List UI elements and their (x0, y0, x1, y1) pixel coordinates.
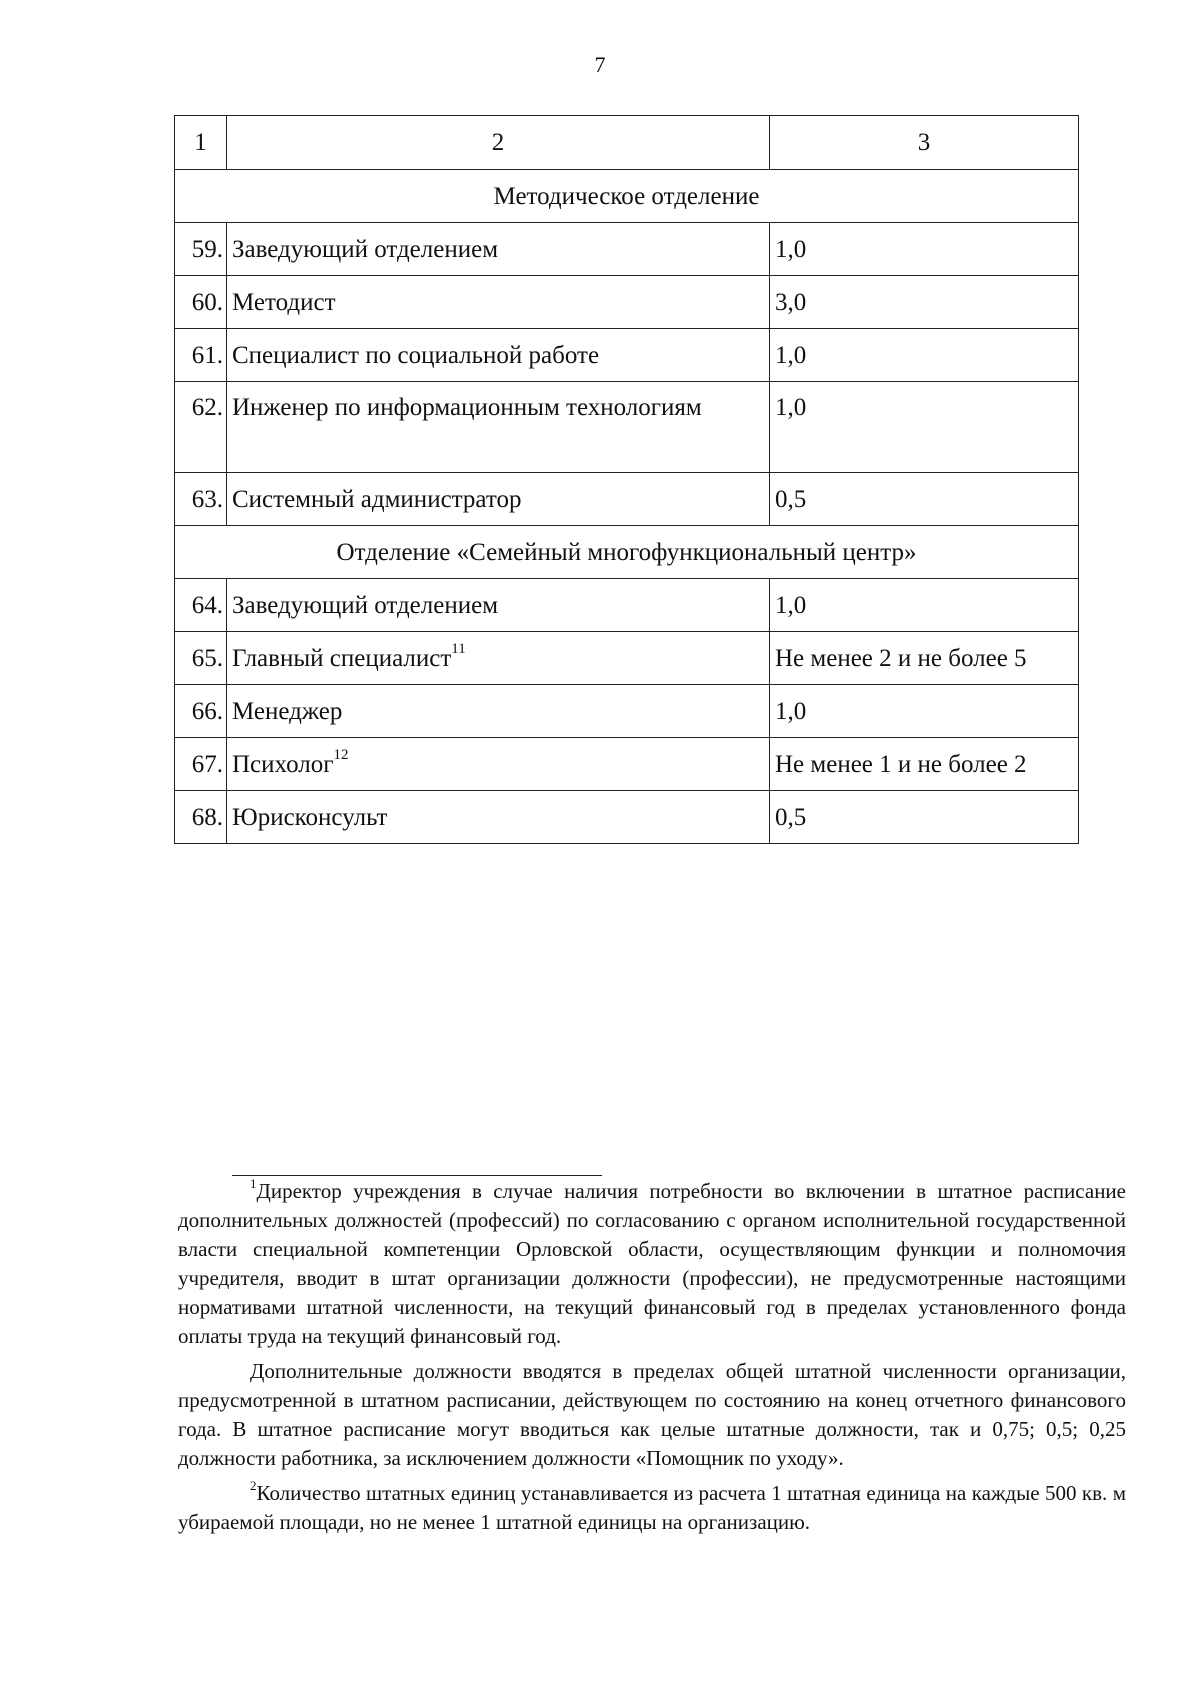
position-name: Инженер по информационным технологиям (227, 382, 770, 473)
staff-count: 1,0 (770, 579, 1079, 632)
row-number: 64. (175, 579, 227, 632)
table-row (175, 791, 1079, 844)
footnote-mark: 2 (250, 1478, 257, 1493)
footnote-text: Директор учреждения в случае наличия потребности во включении в штатное расписание дополнительных должностей (профессий) по согласованию с органом исполнительной государственной власти специальной компетенции Орловской области, осуществляющим функции и полномочия учредителя, вводит в штат организации должности (профессии), не предусмотренные настоящими нормативами штатной численности, на текущий финансовый год в пределах установленного фонда оплаты труда на текущий финансовый год. (178, 1179, 1126, 1348)
staff-count: Не менее 2 и не более 5 (770, 632, 1079, 685)
staff-count: 1,0 (770, 685, 1079, 738)
row-number: 63. (175, 473, 227, 526)
table-row (175, 632, 1079, 685)
table-row (175, 382, 1079, 473)
row-number: 61. (175, 329, 227, 382)
table-header-row (175, 116, 1079, 170)
footnote-2 (178, 1479, 1126, 1537)
footnote-1 (178, 1177, 1126, 1351)
row-number: 66. (175, 685, 227, 738)
header-col-1: 1 (175, 116, 227, 170)
position-name: Методист (227, 276, 770, 329)
staff-count: 0,5 (770, 791, 1079, 844)
staffing-table (174, 115, 1079, 844)
footnote-text: Дополнительные должности вводятся в пределах общей штатной численности организации, предусмотренной в штатном расписании, действующем по состоянию на конец отчетного финансового года. В штатное расписание могут вводиться как целые штатные должности, так и 0,75; 0,5; 0,25 должности работника, за исключением должности «Помощник по уходу». (178, 1359, 1126, 1470)
row-number: 59. (175, 223, 227, 276)
table-row (175, 579, 1079, 632)
row-number: 62. (175, 382, 227, 473)
position-name: Главный специалист (232, 644, 452, 672)
staff-count: 1,0 (770, 382, 1079, 473)
header-col-2: 2 (227, 116, 770, 170)
position-name: Заведующий отделением (227, 579, 770, 632)
position-cell (227, 632, 770, 685)
footnote-ref: 12 (333, 747, 349, 764)
header-col-3: 3 (770, 116, 1079, 170)
staff-count: 1,0 (770, 329, 1079, 382)
footnote-text: Количество штатных единиц устанавливается из расчета 1 штатная единица на каждые 500 кв. м убираемой площади, но не менее 1 штатной единицы на организацию. (178, 1481, 1126, 1534)
section-row-family-center (175, 526, 1079, 579)
position-name: Специалист по социальной работе (227, 329, 770, 382)
row-number: 60. (175, 276, 227, 329)
section-title: Отделение «Семейный многофункциональный центр» (175, 526, 1079, 579)
staff-count: 0,5 (770, 473, 1079, 526)
staff-count: 1,0 (770, 223, 1079, 276)
section-title: Методическое отделение (175, 170, 1079, 223)
position-name: Психолог (232, 750, 334, 778)
row-number: 67. (175, 738, 227, 791)
staffing-table-body (175, 116, 1079, 844)
table-row (175, 223, 1079, 276)
footnotes (178, 1177, 1126, 1543)
footnote-1-continuation (178, 1357, 1126, 1473)
position-name: Юрисконсульт (227, 791, 770, 844)
footnote-mark: 1 (250, 1176, 257, 1191)
position-name: Менеджер (227, 685, 770, 738)
table-row (175, 685, 1079, 738)
position-cell (227, 738, 770, 791)
position-name: Заведующий отделением (227, 223, 770, 276)
row-number: 65. (175, 632, 227, 685)
staff-count: 3,0 (770, 276, 1079, 329)
footnote-divider (232, 1175, 602, 1176)
footnote-ref: 11 (451, 641, 466, 658)
table-row (175, 329, 1079, 382)
section-row-methodical (175, 170, 1079, 223)
table-row (175, 738, 1079, 791)
row-number: 68. (175, 791, 227, 844)
table-row (175, 473, 1079, 526)
table-row (175, 276, 1079, 329)
page-number: 7 (594, 52, 606, 77)
staff-count: Не менее 1 и не более 2 (770, 738, 1079, 791)
position-name: Системный администратор (227, 473, 770, 526)
